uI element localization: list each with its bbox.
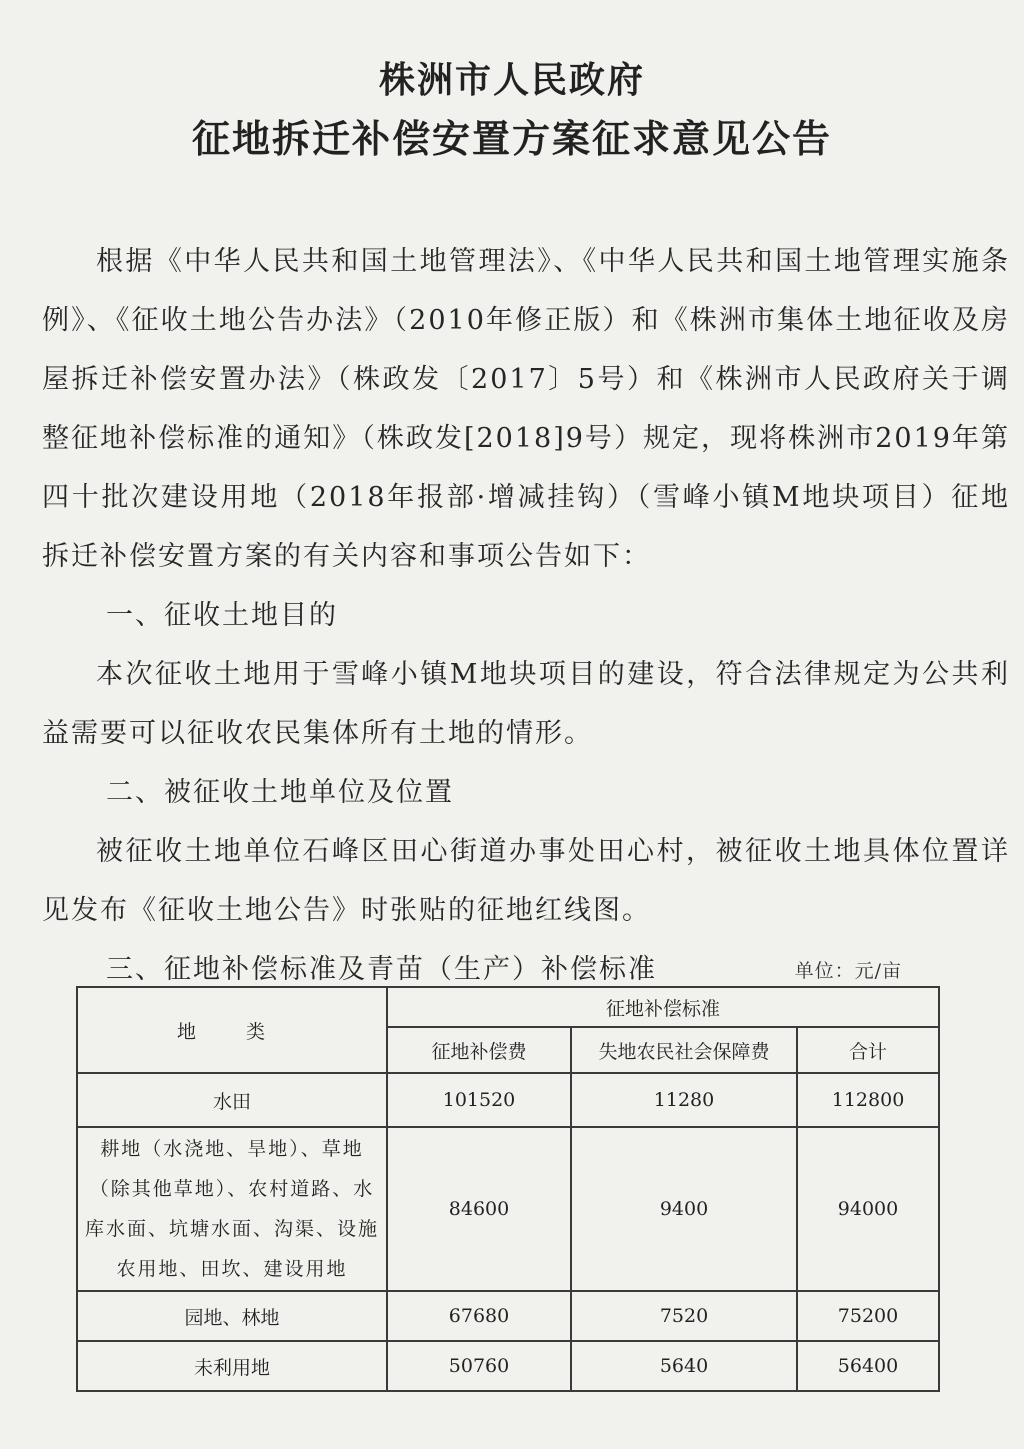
- section1-paragraph: 本次征收土地用于雪峰小镇M地块项目的建设，符合法律规定为公共利益需要可以征收农民集体所有土地的情形。: [42, 659, 1010, 749]
- cell-total: 56400: [797, 1341, 939, 1391]
- row-category: 未利用地: [77, 1341, 387, 1391]
- cell-compensation: 50760: [387, 1341, 571, 1391]
- section1-heading: 一、征收土地目的: [106, 600, 338, 631]
- unit-label: 单位：元/亩: [794, 960, 902, 982]
- col-header: 征地补偿费: [387, 1027, 571, 1073]
- group-header: 征地补偿标准: [387, 987, 939, 1027]
- section2-paragraph: 被征收土地单位石峰区田心街道办事处田心村，被征收土地具体位置详见发布《征收土地公告》时张贴的征地红线图。: [42, 836, 1010, 926]
- category-header-label: 地 类: [176, 1020, 288, 1043]
- category-header: [77, 987, 387, 1073]
- compensation-table: [76, 986, 940, 1392]
- cell-compensation: 84600: [387, 1127, 571, 1291]
- notice-body: [42, 232, 1010, 999]
- cell-compensation: 101520: [387, 1073, 571, 1127]
- row-category: 耕地（水浇地、旱地）、草地（除其他草地）、农村道路、水库水面、坑塘水面、沟渠、设施农用地、田坎、建设用地: [77, 1127, 387, 1291]
- cell-social-security: 7520: [571, 1291, 797, 1341]
- cell-total: 94000: [797, 1127, 939, 1291]
- table-row: [77, 1127, 939, 1291]
- row-category: 园地、林地: [77, 1291, 387, 1341]
- cell-compensation: 67680: [387, 1291, 571, 1341]
- cell-total: 75200: [797, 1291, 939, 1341]
- cell-total: 112800: [797, 1073, 939, 1127]
- table-row: [77, 1291, 939, 1341]
- section3-heading: 三、征地补偿标准及青苗（生产）补偿标准: [106, 954, 657, 985]
- page-subtitle: 征地拆迁补偿安置方案征求意见公告: [191, 117, 832, 161]
- row-category: 水田: [77, 1073, 387, 1127]
- col-header: 失地农民社会保障费: [571, 1027, 797, 1073]
- page-title: 株洲市人民政府: [378, 60, 645, 101]
- table-header-row: [77, 987, 939, 1027]
- table-row: [77, 1073, 939, 1127]
- cell-social-security: 9400: [571, 1127, 797, 1291]
- col-header: 合计: [797, 1027, 939, 1073]
- cell-social-security: 11280: [571, 1073, 797, 1127]
- intro-paragraph: 根据《中华人民共和国土地管理法》、《中华人民共和国土地管理实施条例》、《征收土地公告办法》（2010年修正版）和《株洲市集体土地征收及房屋拆迁补偿安置办法》（株政发〔2017〕5号）和《株洲市人民政府关于调整征地补偿标准的通知》（株政发[2018]9号）规定，现将株洲市2019年第四十批次建设用地（2018年报部·增减挂钩）（雪峰小镇M地块项目）征地拆迁补偿安置方案的有关内容和事项公告如下：: [42, 246, 1010, 572]
- section2-heading: 二、被征收土地单位及位置: [106, 777, 454, 808]
- table-row: [77, 1341, 939, 1391]
- cell-social-security: 5640: [571, 1341, 797, 1391]
